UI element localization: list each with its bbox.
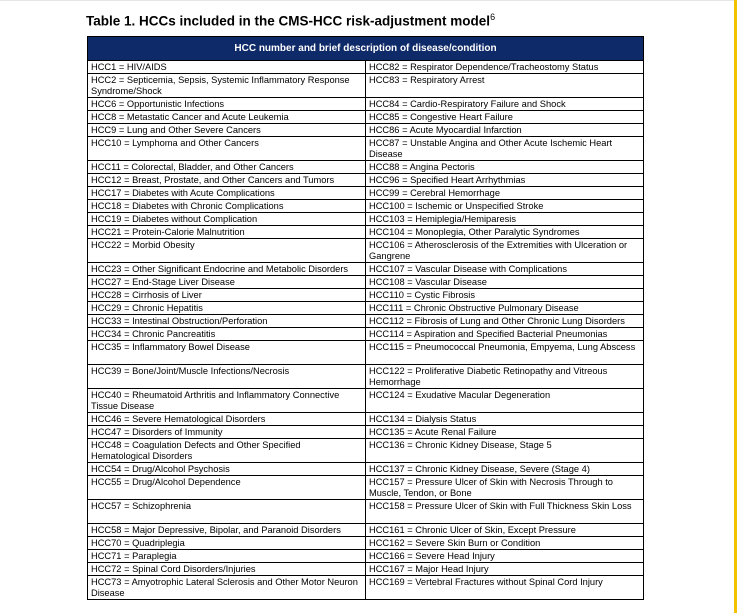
hcc-cell-right: HCC96 = Specified Heart Arrhythmias [366,174,644,187]
table-row [88,563,644,576]
hcc-cell-left: HCC40 = Rheumatoid Arthritis and Inflammatory Connective Tissue Disease [88,389,366,413]
hcc-cell-right: HCC112 = Fibrosis of Lung and Other Chronic Lung Disorders [366,315,644,328]
hcc-cell-right: HCC107 = Vascular Disease with Complications [366,263,644,276]
hcc-cell-right: HCC136 = Chronic Kidney Disease, Stage 5 [366,439,644,463]
hcc-cell-right: HCC84 = Cardio-Respiratory Failure and Shock [366,98,644,111]
hcc-cell-left: HCC23 = Other Significant Endocrine and Metabolic Disorders [88,263,366,276]
hcc-cell-left: HCC72 = Spinal Cord Disorders/Injuries [88,563,366,576]
hcc-cell-left: HCC11 = Colorectal, Bladder, and Other Cancers [88,161,366,174]
hcc-cell-right: HCC162 = Severe Skin Burn or Condition [366,537,644,550]
table-row [88,476,644,500]
table-row [88,74,644,98]
hcc-cell-left: HCC29 = Chronic Hepatitis [88,302,366,315]
table-row [88,137,644,161]
hcc-cell-right: HCC87 = Unstable Angina and Other Acute Ischemic Heart Disease [366,137,644,161]
caption-title: Table 1. HCCs included in the CMS-HCC risk-adjustment model [86,13,491,29]
hcc-cell-left: HCC70 = Quadriplegia [88,537,366,550]
hcc-cell-left: HCC10 = Lymphoma and Other Cancers [88,137,366,161]
hcc-cell-left: HCC2 = Septicemia, Sepsis, Systemic Inflammatory Response Syndrome/Shock [88,74,366,98]
hcc-cell-right: HCC85 = Congestive Heart Failure [366,111,644,124]
table-row [88,61,644,74]
hcc-cell-right: HCC135 = Acute Renal Failure [366,426,644,439]
table-row [88,315,644,328]
table-row [88,537,644,550]
page-top-border [0,0,737,1]
hcc-cell-right: HCC111 = Chronic Obstructive Pulmonary Disease [366,302,644,315]
hcc-cell-left: HCC71 = Paraplegia [88,550,366,563]
hcc-cell-left: HCC35 = Inflammatory Bowel Disease [88,341,366,365]
hcc-cell-right: HCC106 = Atherosclerosis of the Extremities with Ulceration or Gangrene [366,239,644,263]
hcc-cell-left: HCC33 = Intestinal Obstruction/Perforation [88,315,366,328]
hcc-cell-right: HCC103 = Hemiplegia/Hemiparesis [366,213,644,226]
table-row [88,576,644,600]
table-row [88,213,644,226]
table-row [88,389,644,413]
hcc-cell-right: HCC166 = Severe Head Injury [366,550,644,563]
hcc-cell-left: HCC12 = Breast, Prostate, and Other Cancers and Tumors [88,174,366,187]
hcc-cell-right: HCC108 = Vascular Disease [366,276,644,289]
hcc-cell-left: HCC27 = End-Stage Liver Disease [88,276,366,289]
hcc-cell-right: HCC134 = Dialysis Status [366,413,644,426]
table-row [88,161,644,174]
hcc-cell-right: HCC137 = Chronic Kidney Disease, Severe (Stage 4) [366,463,644,476]
table-row [88,302,644,315]
table-body [88,61,644,600]
table-header: HCC number and brief description of disease/condition [88,37,644,61]
hcc-cell-left: HCC46 = Severe Hematological Disorders [88,413,366,426]
table-row [88,276,644,289]
table-row [88,289,644,302]
hcc-cell-left: HCC9 = Lung and Other Severe Cancers [88,124,366,137]
hcc-cell-left: HCC47 = Disorders of Immunity [88,426,366,439]
table-row [88,124,644,137]
hcc-cell-right: HCC88 = Angina Pectoris [366,161,644,174]
table-row [88,187,644,200]
table-row [88,500,644,524]
table-row [88,439,644,463]
table-row [88,239,644,263]
table-row [88,263,644,276]
hcc-cell-right: HCC122 = Proliferative Diabetic Retinopathy and Vitreous Hemorrhage [366,365,644,389]
hcc-cell-left: HCC34 = Chronic Pancreatitis [88,328,366,341]
table-header-row [88,37,644,61]
table-row [88,463,644,476]
table-row [88,550,644,563]
table-row [88,200,644,213]
hcc-cell-left: HCC58 = Major Depressive, Bipolar, and Paranoid Disorders [88,524,366,537]
hcc-cell-right: HCC83 = Respiratory Arrest [366,74,644,98]
hcc-cell-left: HCC21 = Protein-Calorie Malnutrition [88,226,366,239]
hcc-cell-left: HCC55 = Drug/Alcohol Dependence [88,476,366,500]
hcc-cell-right: HCC124 = Exudative Macular Degeneration [366,389,644,413]
hcc-cell-right: HCC104 = Monoplegia, Other Paralytic Syndromes [366,226,644,239]
table-row [88,426,644,439]
table-row [88,174,644,187]
table-row [88,111,644,124]
hcc-cell-right: HCC167 = Major Head Injury [366,563,644,576]
hcc-cell-right: HCC115 = Pneumococcal Pneumonia, Empyema, Lung Abscess [366,341,644,365]
table-row [88,413,644,426]
hcc-cell-left: HCC22 = Morbid Obesity [88,239,366,263]
hcc-cell-left: HCC57 = Schizophrenia [88,500,366,524]
hcc-cell-left: HCC1 = HIV/AIDS [88,61,366,74]
hcc-cell-left: HCC8 = Metastatic Cancer and Acute Leukemia [88,111,366,124]
table-row [88,341,644,365]
table-caption [86,12,495,29]
hcc-cell-right: HCC100 = Ischemic or Unspecified Stroke [366,200,644,213]
hcc-cell-right: HCC82 = Respirator Dependence/Tracheostomy Status [366,61,644,74]
hcc-cell-left: HCC54 = Drug/Alcohol Psychosis [88,463,366,476]
hcc-cell-right: HCC169 = Vertebral Fractures without Spinal Cord Injury [366,576,644,600]
hcc-cell-right: HCC161 = Chronic Ulcer of Skin, Except Pressure [366,524,644,537]
hcc-cell-right: HCC157 = Pressure Ulcer of Skin with Necrosis Through to Muscle, Tendon, or Bone [366,476,644,500]
hcc-cell-right: HCC114 = Aspiration and Specified Bacterial Pneumonias [366,328,644,341]
hcc-cell-left: HCC17 = Diabetes with Acute Complications [88,187,366,200]
hcc-cell-right: HCC110 = Cystic Fibrosis [366,289,644,302]
hcc-cell-left: HCC19 = Diabetes without Complication [88,213,366,226]
hcc-cell-left: HCC73 = Amyotrophic Lateral Sclerosis and Other Motor Neuron Disease [88,576,366,600]
table-row [88,328,644,341]
hcc-cell-left: HCC28 = Cirrhosis of Liver [88,289,366,302]
caption-footnote-ref: 6 [490,12,496,22]
hcc-cell-left: HCC6 = Opportunistic Infections [88,98,366,111]
hcc-cell-right: HCC99 = Cerebral Hemorrhage [366,187,644,200]
table-row [88,365,644,389]
hcc-table [87,36,644,600]
table-row [88,98,644,111]
hcc-cell-left: HCC18 = Diabetes with Chronic Complications [88,200,366,213]
table-row [88,226,644,239]
table-row [88,524,644,537]
hcc-cell-right: HCC158 = Pressure Ulcer of Skin with Full Thickness Skin Loss [366,500,644,524]
hcc-cell-left: HCC39 = Bone/Joint/Muscle Infections/Necrosis [88,365,366,389]
hcc-cell-right: HCC86 = Acute Myocardial Infarction [366,124,644,137]
hcc-cell-left: HCC48 = Coagulation Defects and Other Specified Hematological Disorders [88,439,366,463]
